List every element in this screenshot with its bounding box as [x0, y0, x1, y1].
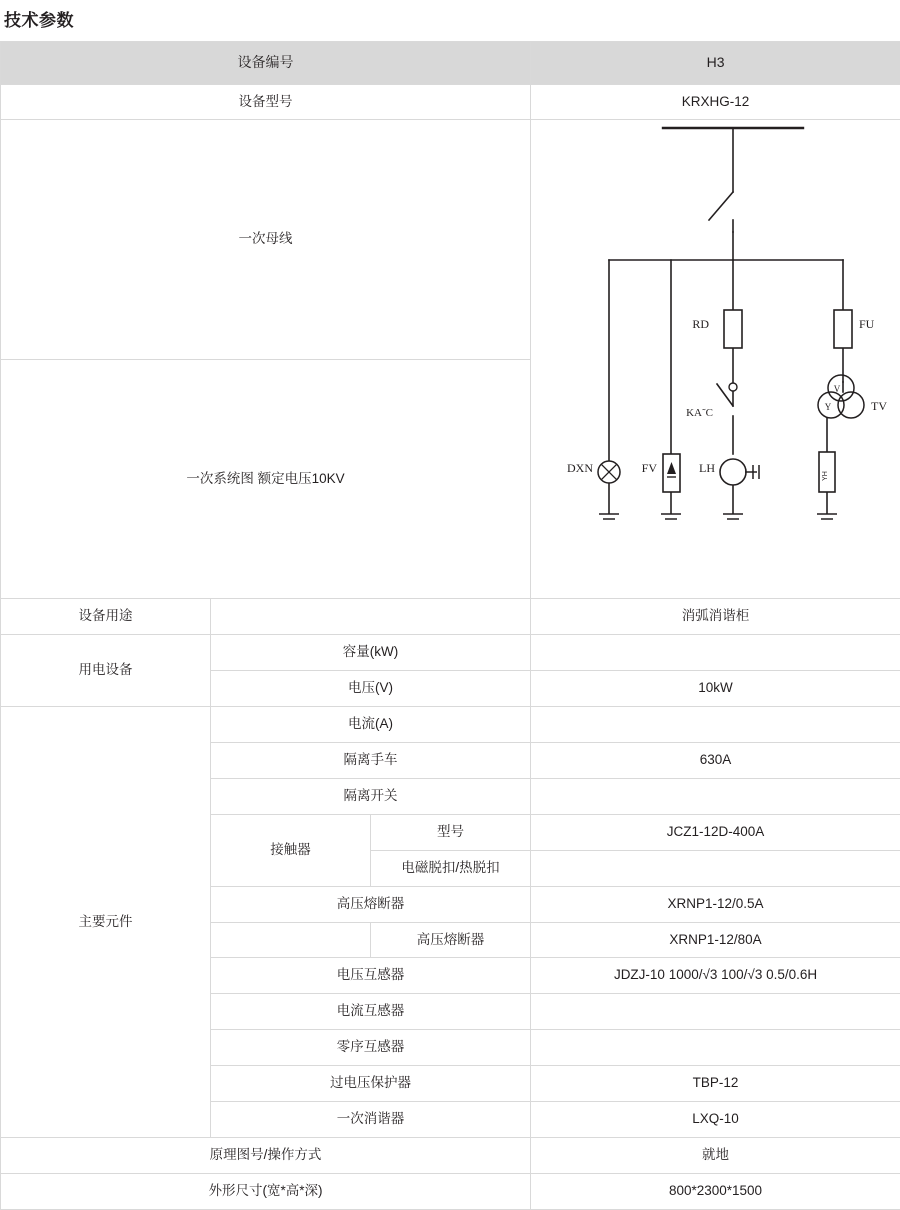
- component-label-fu: FU: [859, 317, 875, 331]
- component-sub-6: [211, 922, 371, 958]
- table-row-component-0: [1, 707, 900, 743]
- table-row-power-capacity: [1, 635, 900, 671]
- component-sub-7: 电压互感器: [211, 958, 531, 994]
- diagram-label: 一次系统图 额定电压10KV: [1, 359, 531, 599]
- power-equipment-value-0: [531, 635, 900, 671]
- component-value-8: [531, 994, 900, 1030]
- component-sub-11: 一次消谐器: [211, 1101, 531, 1137]
- component-value-3: JCZ1-12D-400A: [531, 814, 900, 850]
- component-sub-3: 接触器: [211, 814, 371, 886]
- model-label: 设备型号: [1, 84, 531, 120]
- usage-sub: [211, 599, 531, 635]
- power-equipment-sub-1: 电压(V): [211, 671, 531, 707]
- table-row-dimensions: [1, 1173, 900, 1209]
- table-header-row: [1, 42, 900, 85]
- power-equipment-sub-0: 容量(kW): [211, 635, 531, 671]
- component-value-0: [531, 707, 900, 743]
- component-sub-2: 隔离开关: [211, 778, 531, 814]
- table-row-usage: [1, 599, 900, 635]
- component-value-1: 630A: [531, 743, 900, 779]
- component-value-11: LXQ-10: [531, 1101, 900, 1137]
- spec-table: [0, 41, 900, 1210]
- power-equipment-value-1: 10kW: [531, 671, 900, 707]
- table-row-model: [1, 84, 900, 120]
- component-value-7: JDZJ-10 1000/√3 100/√3 0.5/0.6H: [531, 958, 900, 994]
- page-title: 技术参数: [0, 0, 900, 41]
- table-row-principle: [1, 1137, 900, 1173]
- component-value-6: XRNP1-12/80A: [531, 922, 900, 958]
- component-sub-10: 过电压保护器: [211, 1066, 531, 1102]
- component-value-4: [531, 850, 900, 886]
- component-sub-5: 高压熔断器: [211, 886, 531, 922]
- component-label-y: Y: [825, 402, 832, 412]
- component-label-lh: LH: [699, 461, 715, 475]
- component-label-tv: TV: [871, 399, 887, 413]
- component-sub-8: 电流互感器: [211, 994, 531, 1030]
- model-value: KRXHG-12: [531, 84, 900, 120]
- component-sub2-3: 型号: [371, 814, 531, 850]
- component-value-2: [531, 778, 900, 814]
- usage-label: 设备用途: [1, 599, 211, 635]
- dimensions-value: 800*2300*1500: [531, 1173, 900, 1209]
- principle-label: 原理图号/操作方式: [1, 1137, 531, 1173]
- component-sub-1: 隔离手车: [211, 743, 531, 779]
- schematic-diagram: [531, 120, 900, 599]
- usage-value: 消弧消谐柜: [531, 599, 900, 635]
- component-label-yh: YH: [822, 472, 829, 482]
- component-value-5: XRNP1-12/0.5A: [531, 886, 900, 922]
- busbar-label: 一次母线: [1, 120, 531, 360]
- component-sub2-6: 高压熔断器: [371, 922, 531, 958]
- table-row-busbar: [1, 120, 900, 360]
- component-value-9: [531, 1030, 900, 1066]
- main-components-label: 主要元件: [1, 707, 211, 1138]
- dimensions-label: 外形尺寸(宽*高*深): [1, 1173, 531, 1209]
- power-equipment-label: 用电设备: [1, 635, 211, 707]
- component-sub-0: 电流(A): [211, 707, 531, 743]
- component-sub2-4: 电磁脱扣/热脱扣: [371, 850, 531, 886]
- component-sub-9: 零序互感器: [211, 1030, 531, 1066]
- component-value-10: TBP-12: [531, 1066, 900, 1102]
- component-label-rd: RD: [692, 317, 709, 331]
- component-label-kac: KA˜C: [686, 407, 713, 419]
- component-label-fv: FV: [642, 461, 658, 475]
- header-value: H3: [531, 42, 900, 85]
- component-label-v: V: [834, 384, 841, 394]
- header-label: 设备编号: [1, 42, 531, 85]
- principle-value: 就地: [531, 1137, 900, 1173]
- component-label-dxn: DXN: [567, 461, 593, 475]
